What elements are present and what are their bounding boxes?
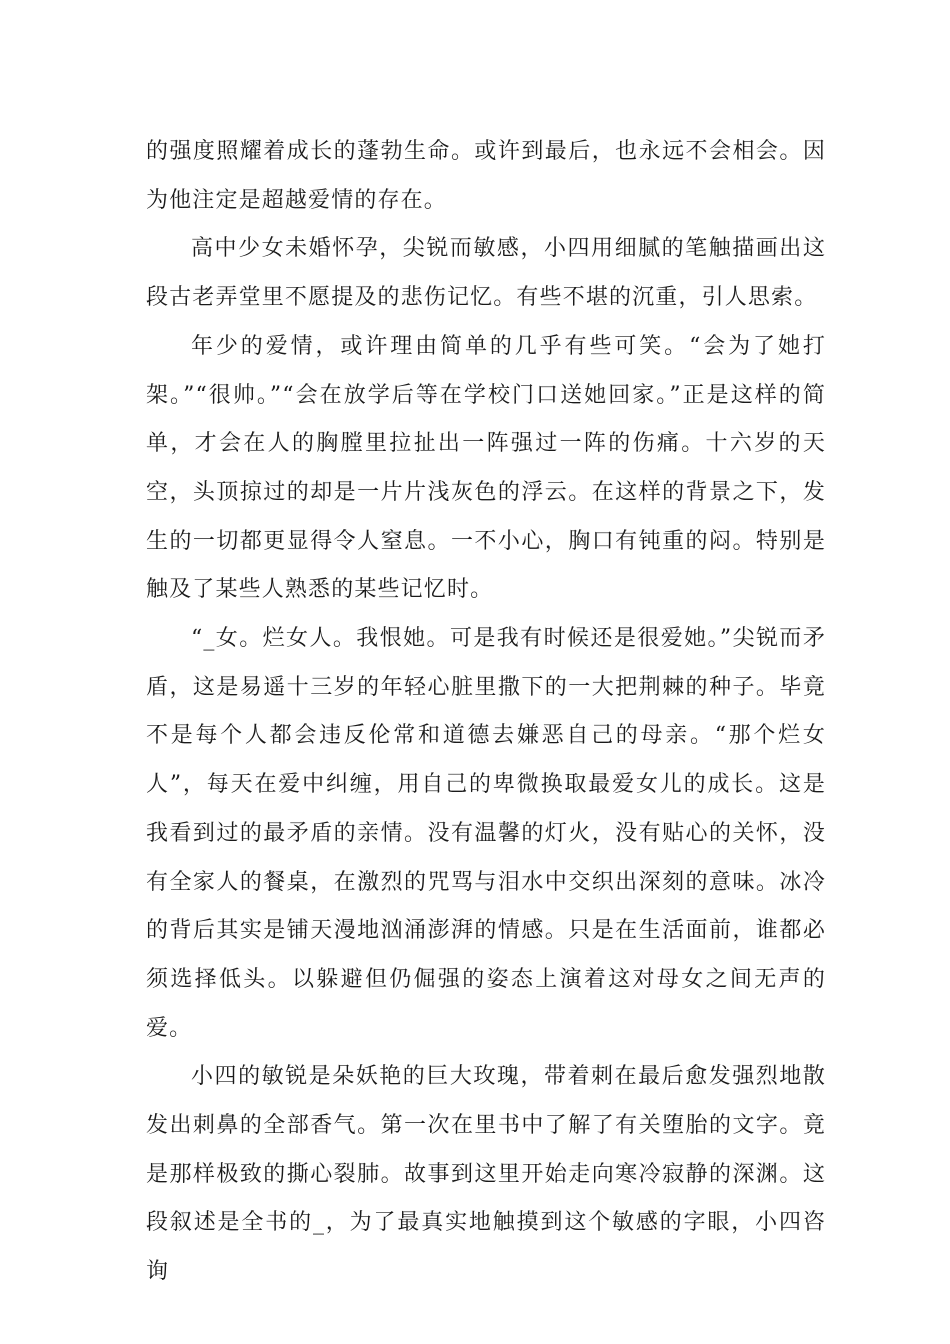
paragraph-1: 的强度照耀着成长的蓬勃生命。或许到最后，也永远不会相会。因为他注定是超越爱情的存在。 — [146, 139, 826, 213]
paragraph-4: “_女。烂女人。我恨她。可是我有时候还是很爱她。”尖锐而矛盾，这是易遥十三岁的年轻心脏里撒下的一大把荆棘的种子。毕竟不是每个人都会违反伦常和道德去嫌恶自己的母亲。“那个烂女人”，每天在爱中纠缠，用自己的卑微换取最爱女儿的成长。这是我看到过的最矛盾的亲情。没有温馨的灯火，没有贴心的关怀，没有全家人的餐桌，在激烈的咒骂与泪水中交织出深刻的意味。冰冷的背后其实是铺天漫地汹涌澎湃的情感。只是在生活面前，谁都必须选择低头。以躲避但仍倔强的姿态上演着这对母女之间无声的爱。 — [146, 626, 826, 1041]
paragraph-3: 年少的爱情，或许理由简单的几乎有些可笑。“会为了她打架。”“很帅。”“会在放学后等在学校门口送她回家。”正是这样的简单，才会在人的胸膛里拉扯出一阵强过一阵的伤痛。十六岁的天空，头顶掠过的却是一片片浅灰色的浮云。在这样的背景之下，发生的一切都更显得令人窒息。一不小心，胸口有钝重的闷。特别是触及了某些人熟悉的某些记忆时。 — [146, 333, 826, 603]
article-body — [146, 128, 826, 1297]
paragraph-2: 高中少女未婚怀孕，尖锐而敏感，小四用细腻的笔触描画出这段古老弄堂里不愿提及的悲伤记忆。有些不堪的沉重，引人思索。 — [146, 236, 826, 311]
paragraph-5: 小四的敏锐是朵妖艳的巨大玫瑰，带着刺在最后愈发强烈地散发出刺鼻的全部香气。第一次在里书中了解了有关堕胎的文字。竟是那样极致的撕心裂肺。故事到这里开始走向寒冷寂静的深渊。这段叙述是全书的_，为了最真实地触摸到这个敏感的字眼，小四咨询 — [146, 1064, 826, 1285]
